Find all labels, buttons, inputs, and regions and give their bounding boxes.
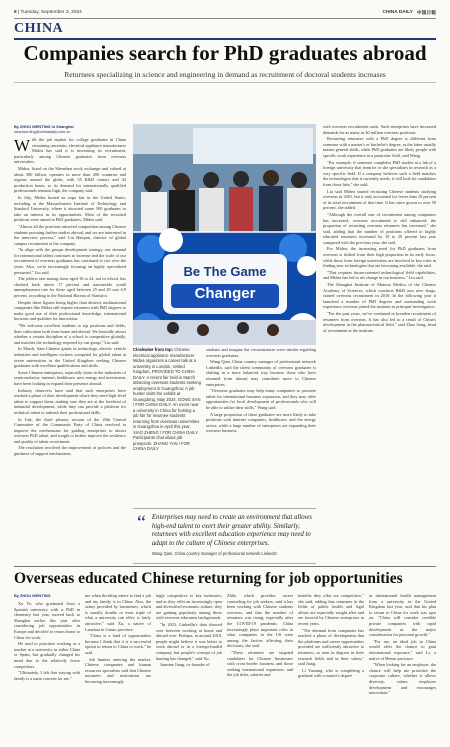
paragraph: "The demand from companies has reached a phase of development that the platforms and career opportunities provided are sufficiently attractive to returnees, as seen in degrees in their research fields and in their salary," said Jiang. <box>298 627 364 667</box>
paragraph: "China is a land of opportunities because I think that it is a successful option to return to China to work," he said. <box>85 633 151 655</box>
paragraph: Wang Qian, China country manager of professional network LinkedIn, said the talent community of overseas graduates is shifting in a more balanced way because those who have returned from abroad may contribute more to Chinese enterprises. <box>206 359 316 387</box>
paragraph: The Shanghai Institute of Materia Medica of the Chinese Academy of Sciences, which conducts R&D into new drugs, started overseas recruitment in 2018. In the following year it launched a number of PhD degrees and outstanding work experience overseas joined the institute as principal investigators. <box>323 282 436 310</box>
pull-quote-attribution: Wang Qian, China country manager of professional network LinkedIn <box>151 551 277 557</box>
dek-rule <box>14 82 436 83</box>
paragraph: in international health management from a university in the United Kingdom last year, said that his plan to return to China for work was spot on. "China will consider credible private companies with rapid development as the major consideration for personal growth." <box>369 593 436 638</box>
paragraph: A large proportion of these graduates are more likely to take positions with internet companies, healthcare, and the energy sector, while a large number of enterprises are expanding their overseas business. <box>206 411 316 434</box>
paragraph: Some Chinese enterprises, especially those in the industries of semiconductor, internet, healthcare, new energy and investment, have been looking to expand their presence abroad. <box>14 369 126 386</box>
paragraph: Xu Ye, who graduated from a Spanish university with a PhD in chemistry last year, moved back to Shanghai earlier this year after considering job opportunities in Europe and decided to return home to China for work. <box>14 601 80 640</box>
article-column-left <box>14 124 126 519</box>
paragraph: "Ultimately, I felt that staying with family is a main concern for me." <box>14 670 80 681</box>
bottom-column-5 <box>298 593 364 739</box>
pull-quote-text: Enterprises may need to create an environment that allows high-end talent to exert their greater ability. Similarly, returnees with excellent education experience may need to adapt to the culture of Chinese enterprises. <box>151 514 312 547</box>
paragraph: "Overseas graduates may help many companies to promote talent for international business expansion, and they may offer opportunities for local development of professionals who will be able to utilize their skills," Wang said. <box>206 388 316 410</box>
paragraph: In July, Midea hosted an expo fair in the United States, including at the Massachusetts Institute of Technology and Stanford University, where it attracted some 500 graduates to take an interest in its opportunities. Most of the recruited positions were aimed at PhD graduates, Midea said. <box>14 194 126 223</box>
header-rule <box>14 18 436 19</box>
paragraph: "We welcome excellent students to top positions and fields, their cultivation both from home and abroad. We basically attract whether a certain discipline of a school is competitive globally, and matches the technology required by our group," Liu said. <box>14 323 126 345</box>
bottom-column-2 <box>85 593 151 739</box>
runner-left <box>14 10 82 15</box>
subheadline: Returnees specializing in science and engineering in demand as recruitment of doctoral students increases <box>64 70 386 79</box>
paragraph: "In 2023, LinkedIn's data showed over between working at home and abroad over. Perhaps, in around 2018, people might believe it was better to work abroad or in a foreign-funded company, but people's concept of job hunting has changed," said Xu. <box>156 621 222 661</box>
paragraph: In March, Sam Chinese giants in technology, electric vehicle industries and intelligent cookers competed for global talent at seven universities in the United Kingdom seeking Chinese graduates with excellent qualifications and skills. <box>14 346 126 369</box>
bottom-column-1 <box>14 593 80 739</box>
paragraph: Despite these figures being higher than desired, multinational companies like Midea still require returnees with PhD degrees to make good use of their professional knowledge, international horizons and qualities for innovation. <box>14 299 126 322</box>
caption-text: Chinese electrical appliance manufacturer Midea organizes a career talk at a university in London, United Kingdom, PROVIDED TO CHINA DAILY. A recent fair held in March attracting overseas students seeking employment in Guangzhou; A job hunter visits the exhibit at Guangdong, May 2024. GONG SAN / FOR CHINA DAILY. An event near a university in China for hosting a job fair for returnee students returning from overseas universities in Guangzhou in April this year. XIAO ZHENG / FOR CHINA DAILY. Participants chat about job prospects. ZHANG YAN / FOR CHINA DAILY <box>133 347 201 451</box>
paragraph: ingly competitive to key industries, and as they offer an increasingly open and diversified economic culture, they are gaining popularity among those with overseas education backgrounds. <box>156 593 222 621</box>
paragraph: For Midea, the increasing need for PhD graduates from overseas is shifted from their high proportion in its early focus, while those from foreign universities are involved in key roles in finding new technologies that are becoming available, she said. <box>323 246 436 269</box>
paragraph: "These returnees are targeted candidates for Chinese businesses with cross-border business and those seeking international expansion, and the job titles, salaries and <box>227 649 293 678</box>
running-header <box>14 6 436 18</box>
paragraph: The jobless rate among those aged 16 to 24, not in school, has climbed back above 17 percent and nationwide youth unemployment rate for those aged between 25 and 29 was 6.9 percent, according to the National Bureau of Statistics. <box>14 276 126 299</box>
paragraph: me when deciding where to find a job and my family is in China. Also, the salary provided by businesses, which is usually double or even triple of what a university can offer, is fairly attractive," said Xu, a native of Lanzhou in Gansu province. <box>85 593 151 632</box>
photo-collage-image <box>133 124 316 345</box>
runner-right <box>383 9 437 16</box>
paragraph: Li Yuxiang, who is completing a graduate with a master's degree <box>298 667 364 679</box>
paragraph: "For example, if someone completes PhD studies at a lab of a foreign university that team he or she specializes in research as a very specific field. If a company believes such a field matches the technologies that it currently needs, it will look for candidates from those labs," she said. <box>323 159 436 187</box>
issue-date: | Tuesday, September 3, 2024 <box>18 9 82 15</box>
paragraph: students and imagine the circumstances were similar regarding overseas graduates. <box>206 347 316 358</box>
paragraph: Job hunters entering the market: Chinese companies and human resources specialists said that Chinese returnees and institutions are becoming increasingly <box>85 656 151 684</box>
caption-title: Clockwise from top: <box>133 347 174 352</box>
paragraph: Jasmine Jiang, co-founder of <box>160 662 210 668</box>
byline-2: By ZHOU WENTING <box>14 593 51 598</box>
bottom-column-3 <box>156 593 222 739</box>
page-number: 6 <box>14 9 17 15</box>
byline-author: By ZHOU WENTING in Shanghai <box>14 124 74 129</box>
byline <box>14 124 126 134</box>
article-column-middle <box>206 347 316 505</box>
paragraph: In July, the third plenary session of the 20th Central Committee of the Communist Party of China resolved to improve the mechanisms for guiding enterprises to attract overseas PhD talent, and sought to further improve the resilience and quality of talent recruitment. <box>14 416 126 444</box>
sign-text-line1: Be The Game <box>183 264 267 279</box>
paragraph: "That requires future-oriented technological field capabilities, and Midea has led to set change in our business," Liu said. <box>323 269 436 281</box>
drop-cap: W <box>14 136 31 155</box>
paper-name-cn: 中国日報 <box>416 10 436 16</box>
paragraph: Zhile, which provides career counseling for job seekers, said it has been working with Chinese students overseas, and that the number of returnees was rising, especially after the COVID-19 pandemic. China increasingly plays important roles in what companies in the US were among the factors affecting their decisions, she said. <box>227 593 293 649</box>
section-title: CHINA <box>14 21 64 36</box>
pull-quote <box>133 508 316 564</box>
paper-name: CHINA DAILY <box>382 9 413 15</box>
paragraph: He used to prioritize working as a teacher at a university in either China or Spain, but gradually changed his mind due to the relatively fewer competitors. <box>14 641 80 669</box>
paragraph: "For the past years, we've continued to broaden recruitment of returnees from overseas. It has also led to a result of China's development in the pharmaceutical field," said Zhao Song, head of recruitment at the institute. <box>323 311 436 333</box>
paragraph: Midea, listed on the Shenzhen stock exchange and valued at about 380 billion, operates in more than 200 countries and regions around the globe, with 35 R&D centers and 43 production bases, so its demand for internationally qualified professionals remains high, the company said. <box>14 165 126 194</box>
paragraph: Liu said Midea started recruiting Chinese students studying overseas in 2001, but it only accounted for fewer than 10 percent of its total recruitment of that time. It has since grown to over 50 percent, she added. <box>323 188 436 211</box>
paragraph: "When looking for an employer, the chance will help me prioritize the corporate culture, whether it allows diversity, values employee development and encourages innovation." <box>369 662 436 696</box>
photo-caption <box>133 347 201 505</box>
paragraph: benefits they offer are competitive," she said, adding that returnees in the fields of public health and legal affairs are especially sought after and are favored by Chinese enterprises in recent years. <box>298 593 364 626</box>
pull-quote-body <box>152 514 312 559</box>
bottom-column-4 <box>227 593 293 739</box>
paragraph: "Although the overall rate of recruitment among companies has increased, overseas recruitment is still enhanced, the proportion of recruiting overseas returnees has increased," she said, adding that the number of positions offered to highly educated returnees increased by 10 to 20 percent last year compared with the previous year, she said. <box>323 211 436 245</box>
paragraph: with overseas recruitment cards. Such enterprises have increased demands for as many as 40 million overseas positions. <box>323 124 436 135</box>
photo-collage <box>133 124 316 345</box>
second-headline: Overseas educated Chinese returning for job opportunities <box>14 570 403 587</box>
paragraph: ith the job market for college graduates in China remaining uncertain, electrical appliance manufacturer Midea has said it is increasing its recruitment, particularly among Chinese graduates from overseas universities. <box>14 137 126 165</box>
bottom-column-6 <box>369 593 436 739</box>
sign-text-line2: Changer <box>194 285 256 302</box>
paragraph: "For me, an ideal job in China would offer the chance to gain international exposure," said Li, a native of Henan province. <box>369 638 436 661</box>
quote-mark-icon: “ <box>137 512 146 534</box>
paragraph: Recruiting returnees with a PhD degree is different from someone with a master's or bachelor's degree, as the latter usually master general skills, while PhD graduates are likely people with specific work experience in a particular field, said Wang. <box>323 136 436 158</box>
paragraph: "In align with the groups development strategy, our demand for international talent continues to increase and the scale of our recruitment of overseas graduates has continued to rise over the years. Also, we're increasingly focusing on highly specialized personnel," Liu said. <box>14 247 126 275</box>
byline-email[interactable]: zhouwenting@chinadaily.com.cn <box>14 129 71 134</box>
paragraph: The resolution involved the improvement of policies and the guidance of support mechanisms. <box>14 445 126 457</box>
article-divider <box>14 566 436 567</box>
paragraph: "Almost all the positions attracted competition among Chinese students pursuing further studies abroad, and we are interested in the interview process," said Liu Haiqian, director of global campus recruitment at the company. <box>14 223 126 246</box>
main-headline: Companies search for PhD graduates abroad <box>23 41 427 65</box>
paragraph: Industry observers have said that such enterprises have reached a phase of their development where they need high-level talent to support them, making sure they are at the forefront of industrial development, while they can provide a platform for technical talent to unleash their professional skills. <box>14 387 126 415</box>
article-column-right <box>323 124 436 519</box>
